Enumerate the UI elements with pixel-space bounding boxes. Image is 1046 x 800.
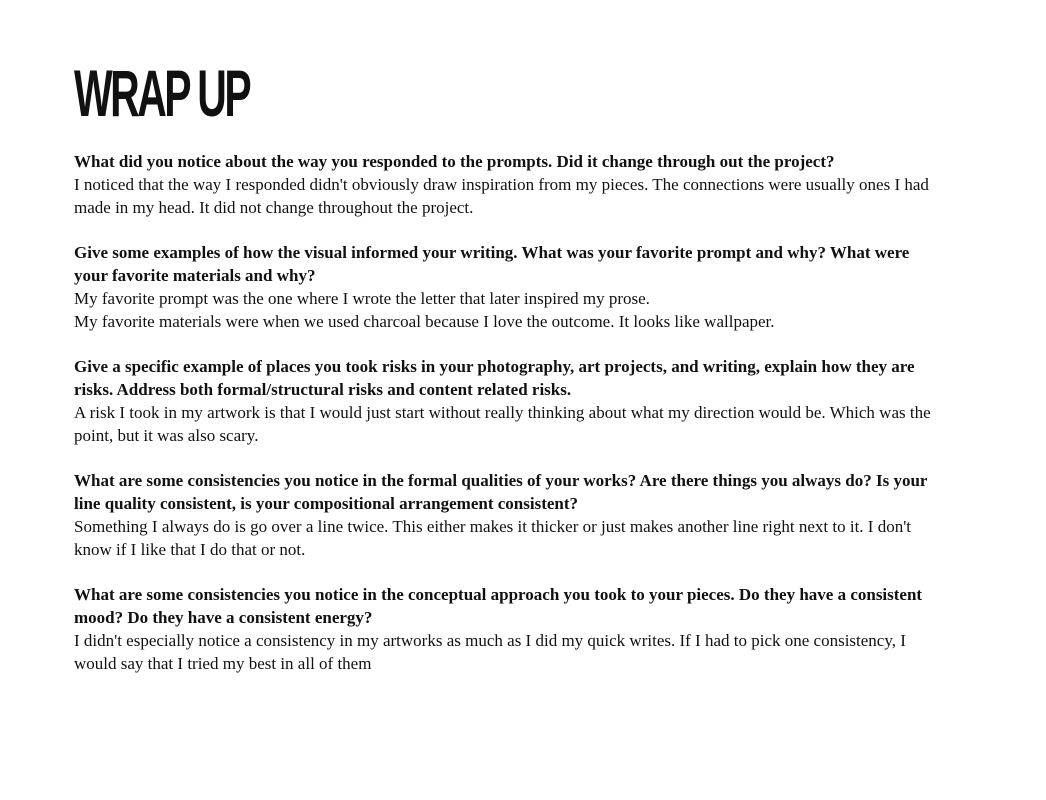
answer-line: My favorite prompt was the one where I wrote the letter that later inspired my prose. — [74, 289, 650, 308]
answer-text — [74, 515, 934, 561]
answer-text — [74, 629, 934, 675]
answer-line: I noticed that the way I responded didn't obviously draw inspiration from my pieces. The connections were usually ones I had made in my head. It did not change throughout the project. — [74, 175, 929, 217]
question-text: Give a specific example of places you took risks in your photography, art projects, and writing, explain how they are risks. Address both formal/structural risks and content related risks. — [74, 357, 915, 399]
qa-section-3 — [74, 355, 934, 447]
document-page — [74, 56, 934, 697]
answer-line: A risk I took in my artwork is that I would just start without really thinking about what my direction would be. Which was the point, but it was also scary. — [74, 403, 931, 445]
qa-section-4 — [74, 469, 934, 561]
question-text: What are some consistencies you notice in the formal qualities of your works? Are there things you always do? Is your line quality consistent, is your compositional arrangement consistent? — [74, 471, 928, 513]
answer-text — [74, 173, 934, 219]
qa-section-1 — [74, 150, 934, 219]
answer-line: I didn't especially notice a consistency in my artworks as much as I did my quick writes. If I had to pick one consistency, I would say that I tried my best in all of them — [74, 631, 906, 673]
answer-line: My favorite materials were when we used charcoal because I love the outcome. It looks like wallpaper. — [74, 312, 775, 331]
question-text: What did you notice about the way you responded to the prompts. Did it change through out the project? — [74, 152, 835, 171]
qa-section-5 — [74, 583, 934, 675]
answer-line: Something I always do is go over a line twice. This either makes it thicker or just makes another line right next to it. I don't know if I like that I do that or not. — [74, 517, 911, 559]
question-text: Give some examples of how the visual informed your writing. What was your favorite prompt and why? What were your favorite materials and why? — [74, 243, 910, 285]
question-text: What are some consistencies you notice in the conceptual approach you took to your pieces. Do they have a consistent mood? Do they have a consistent energy? — [74, 585, 923, 627]
answer-text — [74, 287, 934, 333]
answer-text — [74, 401, 934, 447]
qa-section-2 — [74, 241, 934, 333]
page-title: WRAP UP — [74, 56, 250, 130]
